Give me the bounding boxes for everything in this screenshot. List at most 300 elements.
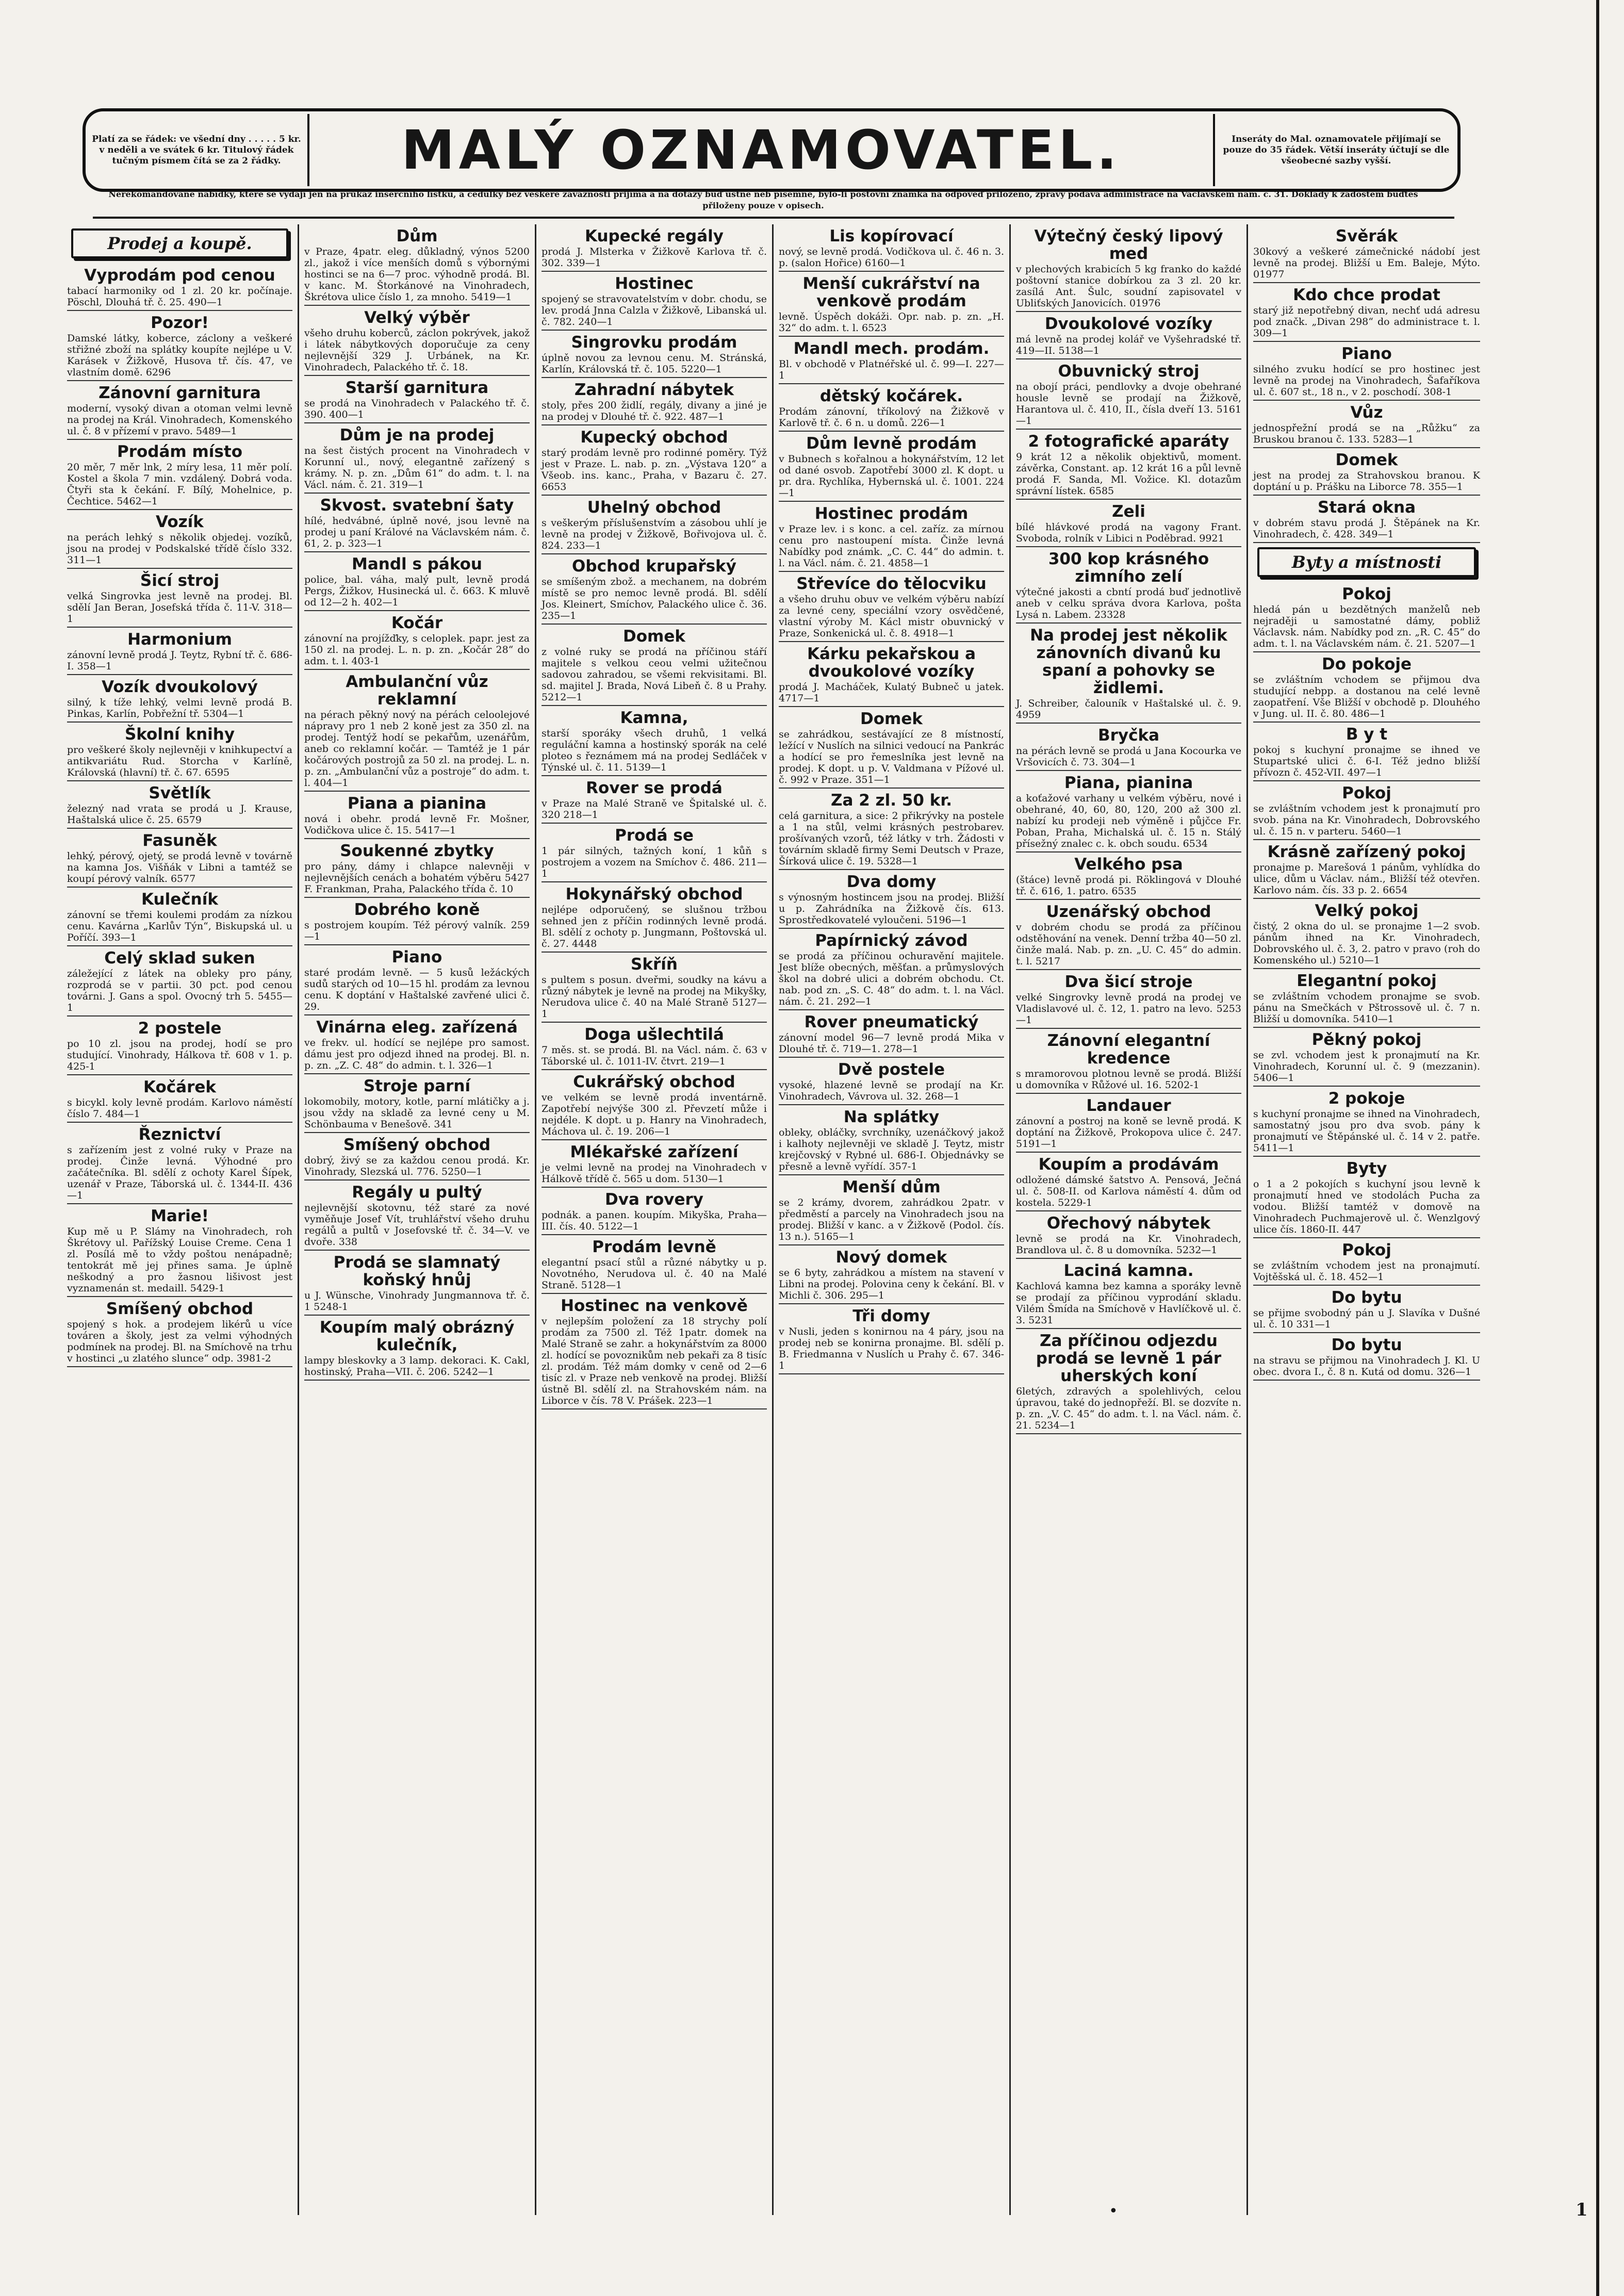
classified-ad [67,1123,292,1204]
classified-ad [1016,500,1241,547]
ad-text: police, bal. váha, malý pult, levně prodá Pergs, Žižkov, Husinecká ul. č. 663. K mluvě od 12—2 h. 402—1 [304,574,530,608]
classified-ad [67,510,292,569]
ad-headline: Výtečný český lipový med [1034,227,1223,263]
ad-headline: Harmonium [127,630,232,649]
ad-headline: Cukrářský obchod [573,1073,735,1091]
ad-headline: Kulečník [141,890,218,909]
classified-ad [304,376,530,423]
classified-ad [1016,970,1241,1029]
classified-ad [1253,582,1480,652]
ad-headline: Dvě postele [838,1060,945,1079]
classified-ad [779,789,1004,870]
ad-headline: Smíšený obchod [106,1300,254,1318]
ad-headline: Papírnický závod [815,931,968,950]
ad-text: 1 pár silných, tažných koní, 1 kůň s postrojem a vozem na Smíchov č. 486. 211—1 [542,845,767,879]
ad-text: s bicykl. koly levně prodám. Karlovo náměstí číslo 7. 484—1 [67,1097,292,1120]
ad-text: pokoj s kuchyní pronajme se ihned ve Stupartské ulici č. 6-I. Též jedno bližší přívozn č. 452-VII. 497—1 [1253,744,1480,778]
ad-headline: Soukenné zbytky [340,842,494,860]
ad-text: elegantní psací stůl a různé nábytky u p. Novotného, Nerudova ul. č. 40 na Malé Straně. 5128—1 [542,1257,767,1291]
ad-text: se zvl. vchodem jest k pronajmutí na Kr. Vinohradech, Korunní ul. č. 9 (mezzanin). 5406—1 [1253,1049,1480,1084]
classified-ad [1016,312,1241,359]
ad-text: se zahrádkou, sestávající ze 8 místností, ležící v Nuslích na silnici vedoucí na Pankrác a hodící se pro řemeslníka jest levně na prodej. K dopt. u p. V. Valdmana v Pížové ul. č. 992 v Praze. 351—1 [779,729,1004,785]
ad-headline: Fasuněk [142,831,217,850]
ad-text: lehký, pérový, ojetý, se prodá levně v továrně na kamna Jos. Višňák v Libni a tamtéž se koupí pérový valník. 6577 [67,850,292,884]
classified-ad [542,1294,767,1409]
ad-headline: Prodá se slamnatý koňský hnůj [333,1253,501,1289]
ad-text: se zvláštním vchodem se přijmou dva studující nebpp. a dostanou na celé levně zaopatření. Vše Bližší v obchodě p. Dlouhého v Jung. ul. II. č. 80. 486—1 [1253,674,1480,719]
ad-text: podnák. a panen. koupím. Mikyška, Praha—III. čís. 40. 5122—1 [542,1209,767,1232]
classified-ad [779,1304,1004,1374]
ad-headline: Rover pneumatický [804,1013,979,1031]
ad-headline: Laciná kamna. [1063,1261,1194,1280]
ad-column [62,224,299,2215]
ad-text: jest na prodej za Strahovskou branou. K doptání u p. Prášku na Liborce 78. 355—1 [1253,470,1480,493]
ad-text: lokomobily, motory, kotle, parní mlátičky a j. jsou vždy na skladě za levné ceny u M. Schönbauma v Benešově. 341 [304,1096,530,1130]
ad-text: se přijme svobodný pán u J. Slavíka v Dušné ul. č. 10 331—1 [1253,1307,1480,1330]
ad-text: 6letých, zdravých a spolehlivých, celou úpravou, také do jednopřeží. Bl. se dozvíte n. p. zn. „V. C. 45“ do adm. t. l. na Václ. nám. č. 21. 5234—1 [1016,1386,1241,1431]
ad-text: Kup mě u P. Slámy na Vinohradech, roh Škrétovy ul. Pařížský Louise Creme. Cena 1 zl. Posílá mě to vždy poštou nenápadně; tentokrát mě jej přines sama. Je úplně neškodný a pro žasnou lišivost jest vyznamenán st. medaill. 5429-1 [67,1226,292,1294]
ad-text: moderní, vysoký divan a otoman velmi levně na prodej na Král. Vinohradech, Komenského ul. č. 8 v přízemí v pravo. 5489—1 [67,403,292,437]
ad-headline: Piano [1341,345,1392,363]
classified-ad [1253,781,1480,840]
classified-ad [1253,1028,1480,1087]
ad-headline: Zahradní nábytek [574,381,734,399]
ad-headline: Regály u pultý [352,1183,482,1202]
ad-headline: Do pokoje [1321,655,1412,674]
classified-ad [67,381,292,440]
classified-ad [67,628,292,675]
classified-ad [1253,342,1480,401]
ad-text: Kachlová kamna bez kamna a sporáky levně se prodají za příčinou vyprodání skladu. Vilém Šmída na Smíchově v Havlíčkově ul. č. 3. 5231 [1016,1281,1241,1326]
ad-text: silného zvuku hodící se pro hostinec jest levně na prodej na Vinohradech, Šafaříkova ul. č. 607 st., 18 n., v 2. poschodí. 308-1 [1253,364,1480,398]
ad-text: má levně na prodej kolář ve Vyšehradské tř. 419—II. 5138—1 [1016,334,1241,356]
ad-headline: Dva domy [846,873,937,891]
ad-text: a všeho druhu obuv ve velkém výběru nabízí za levné ceny, speciální vzory osvědčené, vlastní výroby M. Kácl mistr obuvnický v Praze, Sonkenická ul. č. 8. 4918—1 [779,594,1004,639]
ad-text: zánovní model 96—7 levně prodá Mika v Dlouhé tř. č. 719—1. 278—1 [779,1032,1004,1055]
ad-text: velká Singrovka jest levně na prodej. Bl. sdělí Jan Beran, Josefská třída č. 11-V. 318—1 [67,591,292,625]
classified-ad [1016,1029,1241,1094]
classified-ad [1016,430,1241,500]
ad-text: jednospřežní prodá se na „Růžku“ za Bruskou branou č. 133. 5283—1 [1253,422,1480,445]
ad-text: je velmi levně na prodej na Vinohradech v Hálkově třídě č. 565 u dom. 5130—1 [542,1162,767,1185]
classified-ad [542,1188,767,1235]
classified-ad [542,1070,767,1140]
ad-headline: Piano [391,948,442,966]
ad-text: ve frekv. ul. hodící se nejlépe pro samost. dámu jest pro odjezd ihned na prodej. Bl. n. p. zn. „Z. C. 48“ do admin. t. l. 326—1 [304,1037,530,1071]
classified-ad [67,946,292,1016]
ad-text: starý prodám levně pro rodinné poměry. Týž jest v Praze. L. nab. p. zn. „Výstava 120“ a Všeob. ins. kanc., Praha, v Bazaru č. 27. 6653 [542,447,767,493]
classified-ad [1253,1286,1480,1333]
ad-text: celá garnitura, a sice: 2 přikrývky na postele a 1 na stůl, velmi krásných pestrobarev. prošívaných vzorů, též látky v trh. Žádosti v továrním skladě firmy Semi Deutsch v Praze, Šírková ulice č. 19. 5328—1 [779,810,1004,867]
ad-text: 30kový a veškeré zámečnické nádobí jest levně na prodej. Bližší u Em. Baleje, Mýto. 01977 [1253,246,1480,280]
classified-ad [304,306,530,376]
ad-headline: Prodám levně [592,1238,716,1256]
ad-text: vysoké, hlazené levně se prodají na Kr. Vinohradech, Vávrova ul. 32. 268—1 [779,1079,1004,1102]
ad-text: se 6 byty, zahrádkou a místem na stavení v Libni na prodej. Polovina ceny k čekání. Bl. v Michli č. 306. 295—1 [779,1267,1004,1301]
classified-ad [542,1023,767,1070]
classified-ad [779,929,1004,1010]
classified-ad [1016,771,1241,852]
ad-headline: Vyprodám pod cenou [84,266,275,285]
classified-ad [542,224,767,272]
ad-headline: Ambulanční vůz reklamní [346,673,488,709]
ad-text: se zvláštním vchodem pronajme se svob. pánu na Smečkách v Pštrossově ul. č. 7 n. Bližší u domovníka. 5410—1 [1253,991,1480,1025]
ad-headline: Celý sklad suken [104,949,255,967]
ad-text: pro veškeré školy nejlevněji v knihkupectví a antikvariátu Rud. Storcha v Karlíně, Královská (hlavní) tř. č. 67. 6595 [67,744,292,778]
classified-ad [1253,283,1480,342]
ad-text: zánovní se třemi koulemi prodám za nízkou cenu. Kavárna „Karlův Týn“, Biskupská ul. u Poříčí. 393—1 [67,909,292,943]
ad-text: J. Schreiber, čalouník v Haštalské ul. č. 9. 4959 [1016,698,1241,720]
classified-ad [67,723,292,781]
classified-ad [542,378,767,425]
ad-headline: Tři domy [852,1307,930,1325]
ad-text: hílé, hedvábné, úplně nové, jsou levně na prodej u paní Králové na Václavském nám. č. 61, 2. p. 323—1 [304,515,530,549]
ad-headline: Landauer [1086,1096,1171,1115]
ad-text: nový, se levně prodá. Vodičkova ul. č. 46 n. 3. p. (salon Hořice) 6160—1 [779,246,1004,269]
ad-headline: Do bytu [1331,1336,1402,1354]
classified-ad [67,1297,292,1367]
ad-headline: Zeli [1112,502,1145,521]
classified-ad [779,642,1004,707]
classified-ad [67,264,292,311]
section-heading-flats: Byty a místnosti [1257,547,1476,577]
ad-text: dobrý, živý se za každou cenou prodá. Kr. Vinohrady, Slezská ul. 776. 5250—1 [304,1155,530,1177]
ad-text: na obojí práci, pendlovky a dvoje obehrané housle levně se prodají na Žižkově, Harantova ul. č. 410, II., čísla dveří 13. 5161—1 [1016,381,1241,427]
classified-ad [304,1074,530,1133]
classified-ad [1253,723,1480,781]
classified-ad [67,1075,292,1123]
ad-text: s mramorovou plotnou levně se prodá. Bližší u domovníka v Růžové ul. 16. 5202-1 [1016,1068,1241,1091]
ad-headline: Starší garnitura [345,379,489,397]
ad-text: na pérách levně se prodá u Jana Kocourka ve Vršovicích č. 73. 304—1 [1016,745,1241,768]
ad-headline: Velký pokoj [1315,901,1419,920]
classified-ad [1016,852,1241,900]
ad-headline: Velký výběr [364,308,470,327]
ad-column [1011,224,1248,2215]
ad-headline: Mlékařské zařízení [570,1143,739,1161]
ad-headline: Smíšený obchod [343,1136,491,1154]
ad-headline: Ořechový nábytek [1046,1214,1211,1233]
classified-ad [1253,652,1480,723]
ad-column [774,224,1011,2215]
classified-ad [304,423,530,494]
ad-text: nová i obehr. prodá levně Fr. Mošner, Vodičkova ulice č. 15. 5417—1 [304,813,530,836]
ad-text: prodá J. Macháček, Kulatý Bubneč u jatek. 4717—1 [779,681,1004,704]
ad-text: všeho druhu koberců, záclon pokrývek, jakož i látek nábytkových doporučuje za ceny nejlevnější 329 J. Urbánek, na Kr. Vinohradech, Palackého tř. č. 18. [304,327,530,373]
ad-headline: Singrovku prodám [571,333,737,352]
ad-text: Damské látky, koberce, záclony a veškeré střižné zboží na splátky koupíte nejlépe u V. Karásek v Žižkově, Husova tř. čís. 47, ve vlastním domě. 6296 [67,333,292,378]
page-title: MALÝ OZNAMOVATEL. [307,114,1215,186]
ad-text: na pérach pěkný nový na pérách celoolejové nápravy pro 1 neb 2 koně jest za 350 zl. na prodej. Tentýž hodí se pekařům, uzenářům, aneb co reklamní kočár. — Tamtéž je 1 pár kočárových postrojů za 50 zl. na prodej. L. n. p. zn. „Ambulanční vůz a postroje“ do adm. t. l. 404—1 [304,709,530,789]
ad-headline: Uhelný obchod [587,498,721,517]
ad-text: v Praze, 4patr. eleg. důkladný, výnos 5200 zl., jakož i více menších domů s výbornými hostinci se na 6—7 proc. výhodně prodá. Bl. v kanc. M. Štorkánové na Vinohradech, Škrétova ulice číslo 1, za mnoho. 5419—1 [304,246,530,303]
ad-text: se zvláštním vchodem jest na pronajmutí. Vojtěšská ul. č. 18. 452—1 [1253,1260,1480,1283]
classified-ad [67,311,292,381]
classified-ad [542,625,767,706]
classified-ad [304,839,530,898]
ad-text: se prodá za příčinou ochuravění majitele. Jest blíže obecných, měšťan. a průmyslových škol na dobré ulici a dobrém obchodu. Ct. nab. pod zn. „S. C. 48“ do adm. t. l. na Václ. nám. č. 21. 292—1 [779,950,1004,1007]
ad-text: odložené dámské šatstvo A. Pensová, Ječná ul. č. 508-II. od Karlova náměstí 4. dům od kostela. 5229-1 [1016,1174,1241,1208]
classified-ad [304,898,530,945]
classified-ad [542,425,767,496]
ad-headline: Koupím a prodávám [1038,1155,1219,1174]
classified-ad [304,1180,530,1251]
ad-headline: Školní knihy [124,725,235,744]
classified-ad [779,384,1004,432]
ad-column [536,224,774,2215]
ad-headline: Domek [860,710,923,728]
ad-text: v Bubnech s kořalnou a hokynářstvím, 12 let od dané osvob. Zapotřebí 3000 zl. K dopt. u pr. dra. Rychlíka, Hybernská ul. č. 1001. 224—1 [779,453,1004,499]
classified-ad [67,781,292,829]
ad-text: se smíšeným zbož. a mechanem, na dobrém místě se pro nemoc levně prodá. Bl. sdělí Jos. Kleinert, Smíchov, Palackého ulice č. 36. 235—1 [542,576,767,621]
ad-headline: Velkého psa [1074,855,1183,874]
ad-headline: Stará okna [1318,498,1416,517]
ad-text: s zařízením jest z volné ruky v Praze na prodej. Činže levná. Výhodné pro začátečníka. Bl. sdělí z ochoty Karel Šípek, uzenář v Praze, Táborská ul. č. 1344-II. 436—1 [67,1144,292,1201]
ad-text: z volné ruky se prodá na příčinou stáří majitele s velkou ceou velmi užitečnou sadovou zahradou, se všemi rekvisitami. Bl. sd. majitel J. Brada, Nová Libeň č. 8 u Prahy. 5212—1 [542,646,767,703]
classified-ad [1253,969,1480,1028]
ad-headline: Pokoj [1342,1241,1391,1259]
ad-headline: Kupecký obchod [580,428,728,447]
ad-headline: Prodám místo [117,442,242,461]
ad-text: 20 měr, 7 měr lnk, 2 míry lesa, 11 měr polí. Kostel a škola 7 min. vzdálený. Dobrá voda. Čtyři sta k čekání. F. Bílý, Mohelnice, p. Čechtice. 5462—1 [67,462,292,507]
ad-text: zánovní levně prodá J. Teytz, Rybní tř. č. 686-I. 358—1 [67,649,292,672]
ad-headline: Zánovní garnitura [99,384,261,402]
ad-headline: Menší cukrářství na venkově prodám [802,274,980,310]
ad-text: levně. Úspěch dokáži. Opr. nab. p. zn. „H. 32“ do adm. t. l. 6523 [779,311,1004,334]
ad-headline: Kočárek [143,1078,216,1096]
ad-headline: Skvost. svatební šaty [320,496,514,515]
ad-text: se 2 krámy, dvorem, zahrádkou 2patr. v předměstí a parcely na Vinohradech jsou na prodej. Bližší v kanc. a v Žižkově (Podol. čís. 13 n.). 5165—1 [779,1197,1004,1242]
ad-text: stoly, přes 200 židlí, regály, divany a jiné je na prodej v Dlouhé tř. č. 922. 487—1 [542,400,767,422]
masthead [83,108,1461,192]
classified-ad [1016,724,1241,771]
classified-ad [1016,359,1241,430]
classified-ad [304,670,530,792]
bottom-mark: • [1109,2202,1118,2220]
ad-text: s veškerým příslušenstvím a zásobou uhlí je levně na prodej v Žižkově, Bořivojova ul. č. 824. 233—1 [542,517,767,551]
ad-headline: Hostinec [615,274,694,293]
ad-headline: Uzenářský obchod [1046,903,1211,921]
classified-ad [304,1133,530,1180]
ad-text: lampy bleskovky a 3 lamp. dekoraci. K. Cakl, hostinský, Praha—VII. č. 206. 5242—1 [304,1355,530,1377]
ad-text: obleky, obláčky, svrchníky, uzenáčkový jakož i kalhoty nejlevněji ve skladě J. Teytz, mistr krejčovský v Rybné ul. 686-I. Objednávky se přesně a levně vyřídí. 357-1 [779,1127,1004,1172]
classified-ad [304,1251,530,1316]
ad-headline: 2 pokoje [1328,1089,1405,1108]
ad-text: pronajme p. Marešová 1 pánům, vyhlídka do ulice, dům u Václav. nám., Bližší též otevřen. Karlovo nám. čís. 33 p. 2. 6654 [1253,862,1480,896]
ad-headline: Prodá se [615,826,694,845]
ad-text: v Praze lev. i s konc. a cel. zaříz. za mírnou cenu pro nastoupení místa. Činže levná Nabídky pod známk. „C. C. 44“ do admin. t. l. na Václ. nám. č. 21. 4858—1 [779,523,1004,569]
ad-text: zánovní a postroj na koně se levně prodá. K doptání na Žižkově, Prokopova ulice č. 247. 5191—1 [1016,1116,1241,1150]
ad-headline: 2 postele [138,1019,222,1038]
ad-headline: Dva rovery [605,1190,703,1209]
ad-text: hledá pán u bezdětných manželů neb nejraději u samostatné dámy, pobliž Václavsk. nám. Nabídky pod zn. „R. C. 45“ do adm. t. l. na Václavském nám. č. 21. 5207—1 [1253,604,1480,649]
ad-text: v nejlepším položení za 18 strychy polí prodám za 7500 zl. Též 1patr. domek na Malé Straně se zahr. a hokynářstvím za 8000 zl. hodící se povoznikům neb pekaři za 8 tisíc zl. prodám. Též mám domky v ceně od 2—6 tisíc zl. v Praze neb venkově na prodej. Bližší ústně Bl. sdělí zl. na Strahovském nám. na Liborce v čís. 78 V. Prášek. 223—1 [542,1316,767,1406]
ad-headline: Kočár [391,614,443,632]
ad-text: velké Singrovky levně prodá na prodej ve Vladislavové ul. č. 12, 1. patro na levo. 5253—1 [1016,992,1241,1026]
classified-ad [779,870,1004,929]
ad-column [1248,224,1485,2215]
ad-headline: Lis kopírovací [829,227,954,245]
ad-text: se zvláštním vchodem jest k pronajmutí pro svob. pána na Kr. Vinohradech, Dobrovského ul. č. 15 n. v parteru. 5460—1 [1253,803,1480,837]
classified-ad [1253,899,1480,969]
classified-ad [1253,1087,1480,1157]
classified-ad [1253,448,1480,496]
classified-ad [1253,1157,1480,1238]
classified-ad [304,945,530,1015]
ad-headline: Domek [1335,451,1398,469]
classified-ad [304,792,530,839]
classified-ad [1016,547,1241,624]
ad-headline: Vinárna eleg. zařízená [316,1018,518,1037]
classified-ad [779,502,1004,572]
classified-ad [304,224,530,306]
divider [93,217,1454,219]
classified-ad [1253,840,1480,899]
ad-text: o 1 a 2 pokojích s kuchyní jsou levně k pronajmutí hned ve stodolách Pucha za vodou. Bližší tamtéž v domově na Vinohradech Puchmajerově ul. č. Wenzlgový ulice čís. 1860-II. 447 [1253,1178,1480,1235]
ad-headline: Kupecké regály [585,227,724,245]
ad-text: 7 měs. st. se prodá. Bl. na Václ. nám. č. 63 v Táborské ul. č. 1011-IV. čtvrt. 219—1 [542,1044,767,1067]
ad-text: na stravu se přijmou na Vinohradech J. Kl. U obec. dvora I., č. 8 n. Kutá od domu. 326—1 [1253,1355,1480,1377]
ad-headline: Hostinec prodám [814,504,969,523]
ad-text: s výnosným hostincem jsou na prodej. Bližší u p. Zahrádníka na Žižkově čís. 613. Sprostředkovatelé vyloučeni. 5196—1 [779,892,1004,926]
ad-text: spojený s hok. a prodejem likérů u více továren a školy, jest za velmi výhodných podmínek na prodej. Bl. na Smíchově na trhu v hostinci „u zlatého slunce“ odp. 3981-2 [67,1319,292,1364]
ad-text: zánovní na projížďky, s celoplek. papr. jest za 150 zl. na prodej. L. n. p. zn. „Kočár 28“ do adm. t. l. 403-1 [304,633,530,667]
classified-ad [542,706,767,776]
right-edge-rule [1596,0,1599,2296]
ad-headline: Za příčinou odjezdu prodá se levně 1 pár uherských koní [1036,1332,1222,1385]
ad-headline: Do bytu [1331,1288,1402,1307]
classified-ad [304,494,530,552]
ad-text: čistý, 2 okna do ul. se pronajme 1—2 svob. pánům ihned na Kr. Vinohradech, Dobrovského ul. č. 3, 2. patro v pravo (roh do Komenského ul.) 5210—1 [1253,921,1480,966]
classified-ad [779,1245,1004,1304]
ad-headline: Marie! [151,1207,209,1225]
classified-ad [304,1316,530,1381]
ad-headline: Piana, pianina [1064,774,1193,792]
ad-headline: Doga ušlechtilá [584,1025,724,1044]
ad-text: výtečné jakosti a cbntí prodá buď jednotlivě aneb v celku správa dvora Karlova, pošta Lysá n. Labem. 23328 [1016,586,1241,620]
classified-ad [542,953,767,1023]
ad-headline: Zánovní elegantní kredence [1047,1031,1210,1068]
ad-headline: Svěrák [1335,227,1398,245]
classified-ad [1016,1211,1241,1259]
ad-headline: Kdo chce prodat [1293,286,1440,304]
ad-headline: Za 2 zl. 50 kr. [831,791,952,810]
classified-ad [304,552,530,611]
classified-ad [67,1016,292,1075]
ad-text: tabací harmoniky od 1 zl. 20 kr. počínaje. Pöschl, Dlouhá tř. č. 25. 490—1 [67,285,292,308]
ad-headline: dětský kočárek. [819,387,963,405]
ad-text: s postrojem koupím. Též pérový valník. 259—1 [304,920,530,942]
ad-headline: Pokoj [1342,784,1391,802]
ad-text: starší sporáky všech druhů, 1 velká reguláční kamna a hostinský sporák na celé ploteo s řeznámem má na prodej Sedláček v Týnské ul. č. 11. 5139—1 [542,728,767,773]
ad-text: u J. Wünsche, Vinohrady Jungmannova tř. č. 1 5248-1 [304,1290,530,1313]
classified-ad [542,331,767,378]
ad-headline: Kárku pekařskou a dvoukolové vozíky [807,645,976,681]
classified-ad [779,224,1004,272]
ad-headline: Obuvnický stroj [1058,362,1200,381]
classified-ad [1253,401,1480,448]
ad-text: v Nusli, jeden s konirnou na 4 páry, jsou na prodej neb se konirna pronajme. Bl. sdělí p. B. Friedmanna v Nuslích u Prahy č. 67. 346-1 [779,1326,1004,1371]
ad-headline: Vůz [1350,403,1383,422]
ad-text: v plechových krabicích 5 kg franko do každé poštovní stanice dobírkou za 3 zl. 20 kr. zasílá Ant. Šulc, soudní zapisovatel v Ubliťských Janovicích. 01976 [1016,264,1241,309]
ad-headline: Krásně zařízený pokoj [1267,843,1466,861]
ad-headline: Piana a pianina [347,794,487,813]
ad-headline: Pěkný pokoj [1311,1030,1422,1049]
ad-headline: Skříň [631,955,678,974]
classified-ad [304,1015,530,1074]
ad-text: a koťažové varhany u velkém výběru, nové i obehrané, 40, 60, 80, 120, 200 až 300 zl. nabízí ku prodeji neb výměně i půjčce Fr. Poban, Praha, Michalská ul. č. 15 n. Stálý přísežný znalec c. k. obch soudu. 6534 [1016,793,1241,849]
ad-headline: Mandl mech. prodám. [793,339,990,358]
ad-text: s pultem s posun. dveřmi, soudky na kávu a různý nábytek je levně na prodej na Mikyšky, Nerudova ulice č. 40 na Malé Straně 5127—1 [542,974,767,1020]
ad-headline: Dům [396,227,438,245]
ad-text: po 10 zl. jsou na prodej, hodí se pro studující. Vinohrady, Hálkova tř. 608 v 1. p. 425-1 [67,1038,292,1072]
ad-headline: Kamna, [620,709,688,727]
classified-ad [1016,1094,1241,1153]
classified-ad [67,829,292,888]
classified-ad [779,272,1004,337]
edge-mark: 1 [1576,2200,1588,2220]
ad-headline: Řeznictví [138,1125,221,1144]
ad-column [299,224,536,2215]
ad-headline: Vozík [156,513,204,531]
ad-headline: Stroje parní [363,1077,471,1095]
classified-ad [779,707,1004,789]
classified-ad [542,496,767,554]
ad-headline: 2 fotografické aparáty [1028,432,1229,451]
classified-ad [542,1140,767,1188]
ad-headline: Byty [1346,1159,1387,1178]
ad-headline: Rover se prodá [586,779,723,797]
ad-columns [62,224,1485,2215]
ad-headline: Obchod krupařský [572,557,736,576]
ad-headline: Dobrého koně [354,900,480,919]
ad-text: 9 krát 12 a několik objektivů, moment. závěrka, Constant. ap. 12 krát 16 a půl levně prodá F. Sanda, Ml. Vožice. Kl. dotazům správní lístek. 6585 [1016,451,1241,497]
ad-headline: Dvoukolové vozíky [1044,315,1213,333]
classified-ad [1016,900,1241,970]
ad-text: ve velkém se levně prodá inventárně. Zapotřebí nejvýše 300 zl. Převzetí může i nejdéle. K dopt. u p. Hanry na Vinohradech, Máchova ul. č. 19. 206—1 [542,1092,767,1137]
ad-headline: Dům je na prodej [339,426,495,445]
classified-ad [779,1175,1004,1245]
classified-ad [542,272,767,331]
classified-ad [1253,1333,1480,1381]
classified-ad [779,337,1004,384]
classified-ad [67,888,292,946]
ad-text: bílé hlávkové prodá na vagony Frant. Svoboda, rolník v Libici n Poděbrad. 9921 [1016,521,1241,544]
ad-text: prodá J. Mlsterka v Žižkově Karlova tř. č. 302. 339—1 [542,246,767,269]
ad-headline: Domek [623,627,685,646]
classified-ad [542,776,767,824]
ad-headline: Nový domek [835,1248,947,1267]
classified-ad [1016,1153,1241,1211]
classified-ad [779,1010,1004,1058]
ad-text: úplně novou za levnou cenu. M. Stránská, Karlín, Královská tř. č. 105. 5220—1 [542,352,767,375]
classified-ad [779,1105,1004,1175]
ad-text: levně se prodá na Kr. Vinohradech, Brandlova ul. č. 8 u domovníka. 5232—1 [1016,1233,1241,1256]
classified-ad [542,554,767,625]
ad-headline: Hokynářský obchod [565,885,743,904]
ad-text: staré prodám levně. — 5 kusů ležáckých sudů starých od 10—15 hl. prodám za levnou cenu. K doptání v Haštalské zavřené ulici č. 29. [304,967,530,1012]
ad-headline: Pokoj [1342,585,1391,603]
ad-text: nejlevnější skotovnu, též staré za nové vyměňuje Josef Vít, truhlářství všeho druhu regálů a pultů v Josefovské tř. č. 34—V. ve dvoře. 338 [304,1202,530,1248]
classified-ad [542,882,767,953]
classified-ad [1253,224,1480,283]
classified-ad [542,1235,767,1294]
ad-text: v dobrém stavu prodá J. Štěpánek na Kr. Vinohradech, č. 428. 349—1 [1253,517,1480,540]
classified-ad [1253,1238,1480,1286]
ad-text: nejlépe odporučený, se slušnou tržbou sehned jen z příčin rodinných levně prodá. Bl. sdělí z ochoty p. Jungmann, Poštovská ul. č. 27. 4448 [542,904,767,949]
classified-ad [304,611,530,670]
ad-text: v Praze na Malé Straně ve Špitalské ul. č. 320 218—1 [542,798,767,821]
